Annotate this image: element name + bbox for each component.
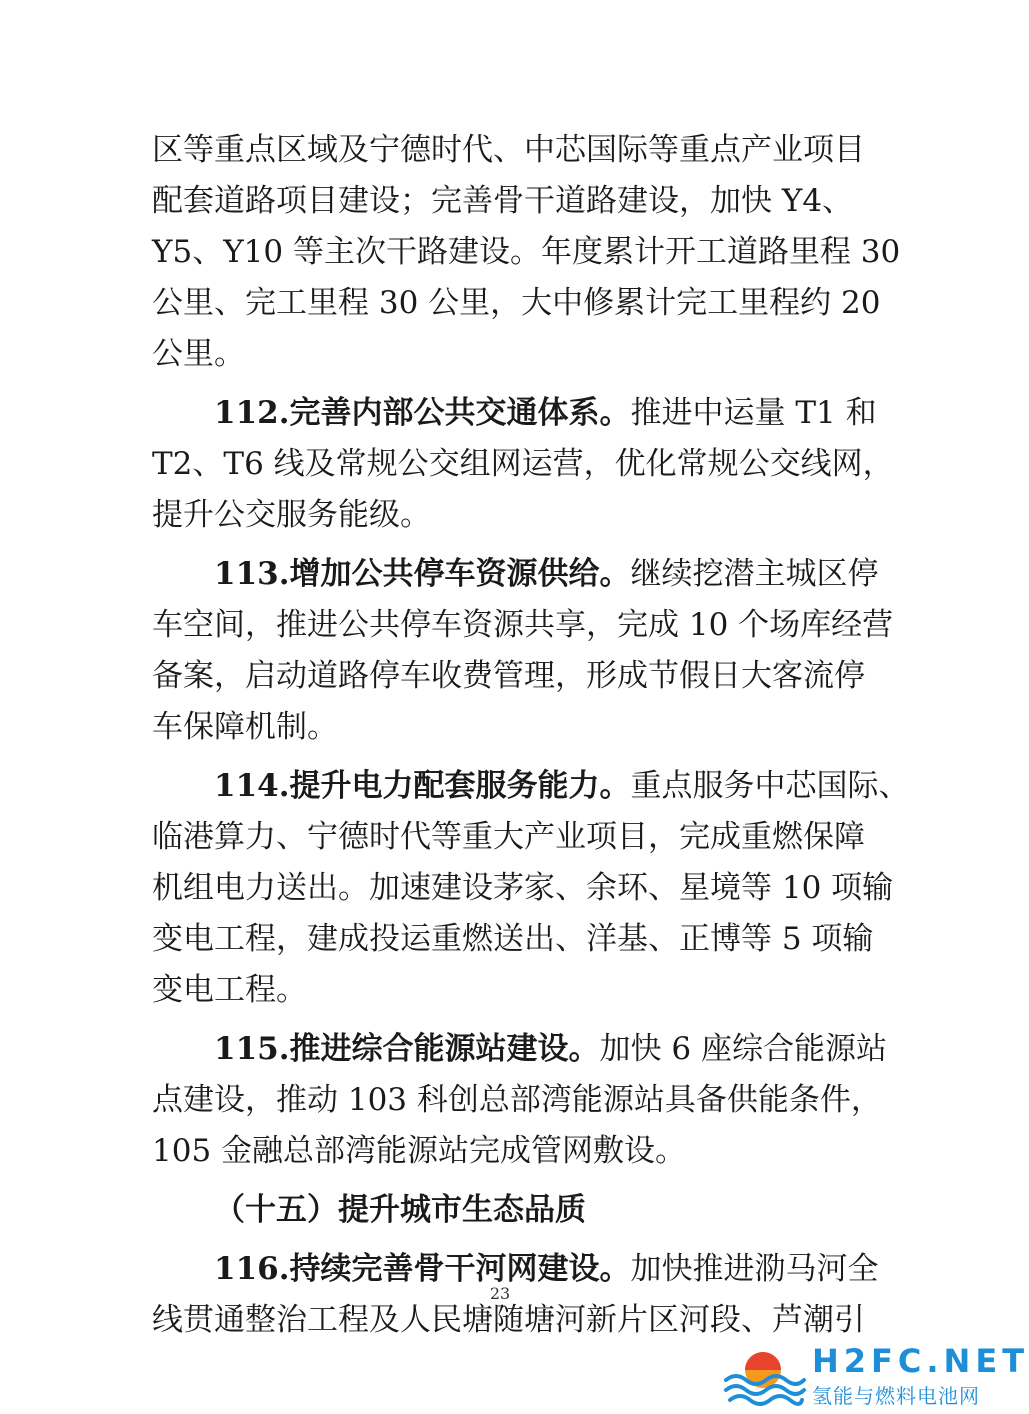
sun-wave-icon [720, 1340, 806, 1406]
document-body [152, 125, 910, 1346]
text-line: 点建设，推动 103 科创总部湾能源站具备供能条件， [152, 1082, 882, 1118]
section-heading: （十五）提升城市生态品质 [214, 1192, 586, 1228]
text-line: 备案，启动道路停车收费管理，形成节假日大客流停 [152, 658, 865, 694]
item-text: 继续挖潜主城区停 [630, 556, 879, 592]
text-line: 车保障机制。 [152, 709, 338, 745]
text-line: Y5、Y10 等主次干路建设。年度累计开工道路里程 30 [152, 234, 901, 270]
text-line: 变电工程，建成投运重燃送出、洋基、正博等 5 项输 [152, 921, 874, 957]
text-line: 配套道路项目建设；完善骨干道路建设，加快 Y4、 [152, 183, 854, 219]
paragraph-113 [152, 549, 894, 753]
item-title: 113.增加公共停车资源供给。 [214, 556, 631, 592]
watermark-subtitle: 氢能与燃料电池网 [812, 1384, 980, 1408]
item-title: 115.推进综合能源站建设。 [214, 1031, 600, 1067]
text-line: 公里。 [152, 336, 245, 372]
item-text: 重点服务中芯国际、 [630, 768, 910, 804]
text-line: 机组电力送出。加速建设茅家、余环、星境等 10 项输 [152, 870, 894, 906]
text-line: 线贯通整治工程及人民塘随塘河新片区河段、芦潮引 [152, 1302, 865, 1338]
text-line: 105 金融总部湾能源站完成管网敷设。 [152, 1133, 687, 1169]
text-line [152, 761, 910, 812]
item-title: 114.提升电力配套服务能力。 [214, 768, 631, 804]
item-text: 推进中运量 T1 和 [630, 395, 877, 431]
text-line: 区等重点区域及宁德时代、中芯国际等重点产业项目 [152, 132, 865, 168]
text-line: 车空间，推进公共停车资源共享，完成 10 个场库经营 [152, 607, 894, 643]
text-line: 临港算力、宁德时代等重大产业项目，完成重燃保障 [152, 819, 865, 855]
page-number: 23 [489, 1284, 511, 1303]
paragraph-114 [152, 761, 910, 1016]
paragraph-continuation [152, 125, 901, 380]
item-text: 加快 6 座综合能源站 [599, 1031, 887, 1067]
text-line: 公里、完工里程 30 公里，大中修累计完工里程约 20 [152, 285, 881, 321]
watermark-brand: H2FC.NET [812, 1342, 1029, 1380]
item-text: 加快推进泐马河全 [630, 1251, 879, 1287]
text-line [152, 549, 879, 600]
item-title: 116.持续完善骨干河网建设。 [214, 1251, 631, 1287]
text-line: 变电工程。 [152, 972, 307, 1008]
text-line: 提升公交服务能级。 [152, 497, 431, 533]
text-line: T2、T6 线及常规公交组网运营，优化常规公交线网， [152, 446, 894, 482]
text-line [152, 1024, 887, 1075]
text-line [152, 388, 877, 439]
paragraph-115 [152, 1024, 887, 1177]
paragraph-112 [152, 388, 894, 541]
watermark-logo [720, 1340, 1029, 1408]
item-title: 112.完善内部公共交通体系。 [214, 395, 631, 431]
